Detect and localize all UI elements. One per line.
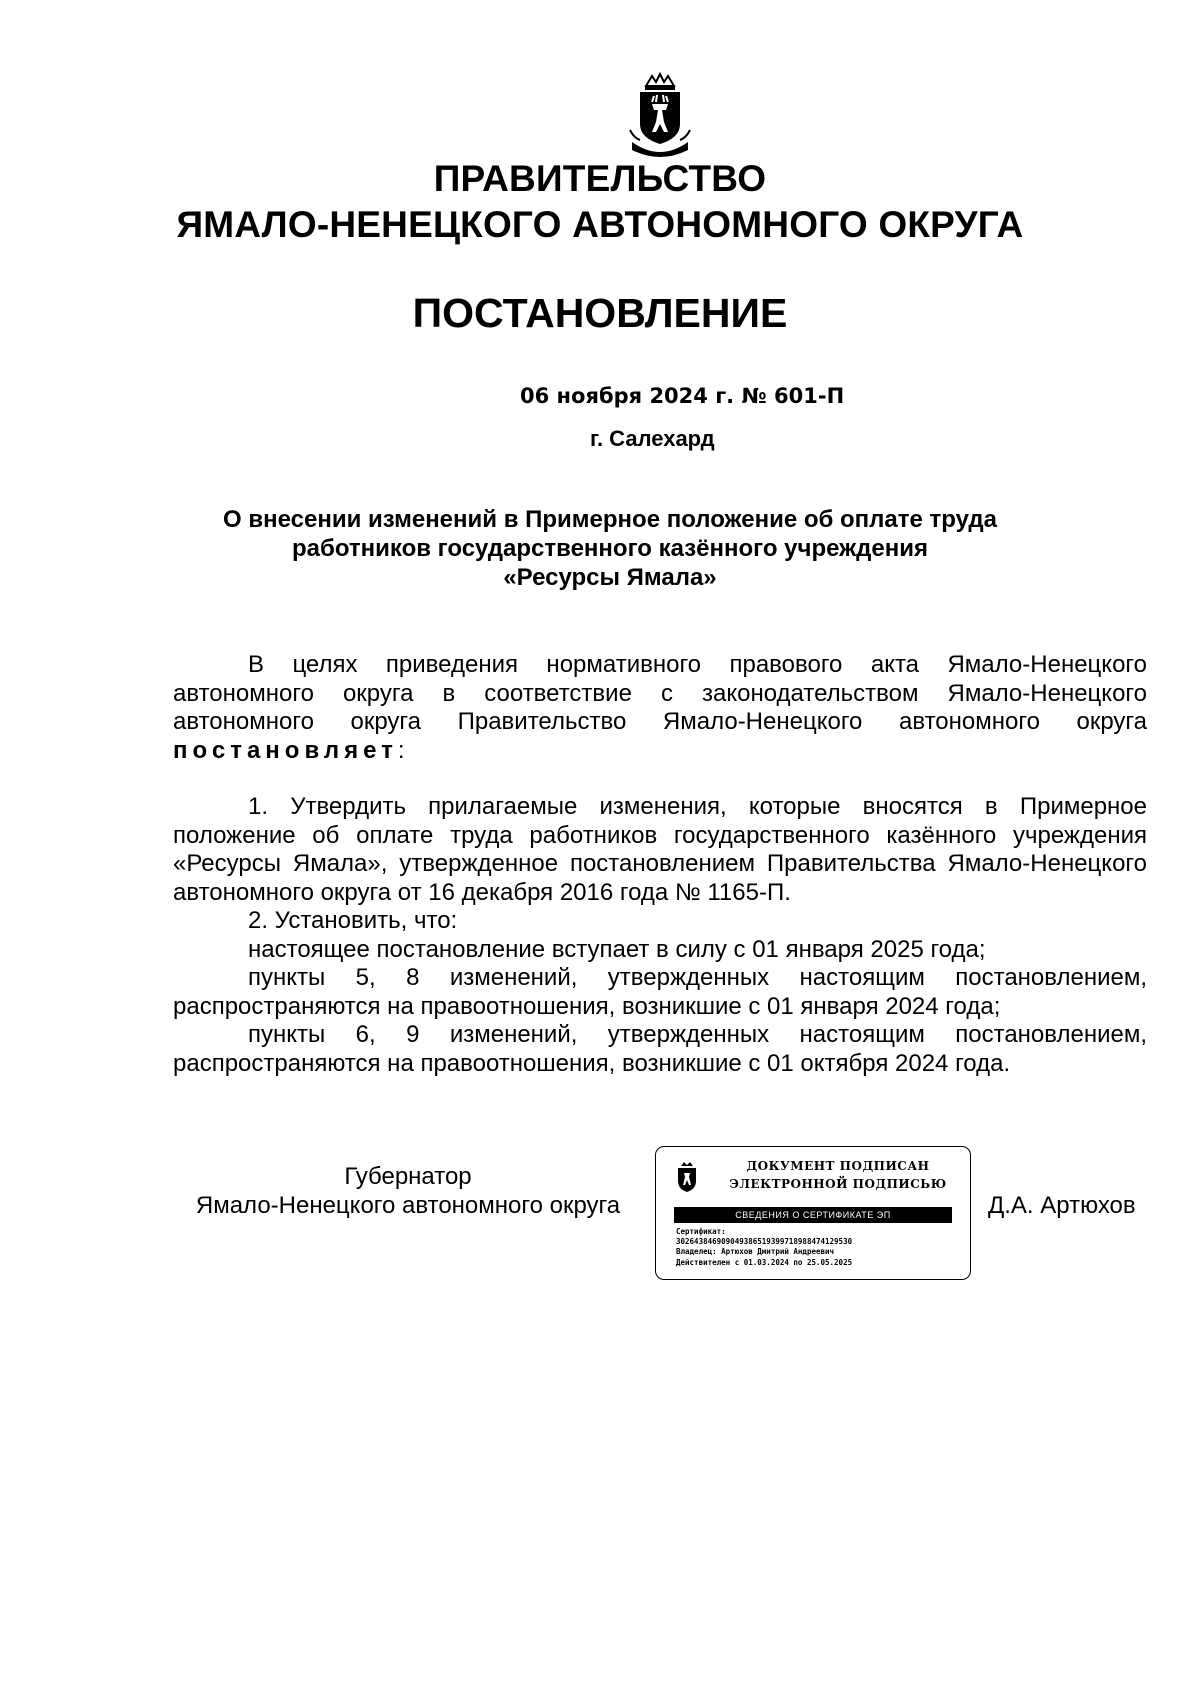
signatory-title-line: Губернатор [344,1163,472,1190]
stamp-emblem-icon [674,1161,700,1195]
signatory-title-line: Ямало-Ненецкого автономного округа [195,1192,621,1219]
document-type: ПОСТАНОВЛЕНИЕ [412,290,788,336]
item-paragraph: 1. Утвердить прилагаемые изменения, которые вносятся в Примерное положение об оплате труда работников государственного казённого учреждения «Ресурсы Ямала», утвержденное постановлением Правительства Ямало-Ненецкого автономного округа от 16 декабря 2016 года № 1165-П. [173,793,1147,906]
stamp-certificate-bar: СВЕДЕНИЯ О СЕРТИФИКАТЕ ЭП [674,1207,952,1223]
stamp-cert-label: Сертификат: [676,1227,726,1236]
stamp-title-line: ЭЛЕКТРОННОЙ ПОДПИСЬЮ [729,1177,947,1191]
item-paragraph: 2. Установить, что: [248,907,458,934]
stamp-validity: Действителен с 01.03.2024 по 25.05.2025 [676,1258,853,1267]
government-title: ПРАВИТЕЛЬСТВО [433,158,767,199]
government-region: ЯМАЛО-НЕНЕЦКОГО АВТОНОМНОГО ОКРУГА [176,204,1024,245]
preamble-text: В целях приведения нормативного правового акта Ямало-Ненецкого автономного округа в соответствие с законодательством Ямало-Ненецкого автономного округа Правительство Ямало-Ненецкого автономного округа [173,651,1147,735]
subject-line: О внесении изменений в Примерное положение об оплате труда [223,506,997,533]
stamp-title-line: ДОКУМЕНТ ПОДПИСАН [746,1159,930,1173]
electronic-signature-stamp [655,1146,971,1280]
document-subject [200,505,1020,592]
item-paragraph: настоящее постановление вступает в силу с 01 января 2025 года; [248,935,986,963]
document-date-number: 06 ноября 2024 г. № 601-П [520,384,845,408]
preamble-keyword: постановляет [173,736,398,764]
resolution-items [173,793,1147,1078]
coat-of-arms-icon [622,72,698,158]
stamp-cert-number: 302643846909049386519399718988474129530 [676,1237,853,1246]
item-paragraph: пункты 6, 9 изменений, утвержденных настоящим постановлением, распространяются на правоотношения, возникшие с 01 октября 2024 года. [173,1021,1147,1077]
signatory-title [173,1162,643,1220]
signatory-name: Д.А. Артюхов [988,1192,1136,1219]
stamp-owner: Владелец: Артюхов Дмитрий Андреевич [676,1247,835,1256]
preamble-paragraph [173,651,1147,765]
subject-line: «Ресурсы Ямала» [503,564,717,591]
preamble-colon: : [397,736,405,764]
document-city: г. Салехард [590,426,715,451]
item-paragraph: пункты 5, 8 изменений, утвержденных настоящим постановлением, распространяются на правоотношения, возникшие с 01 января 2024 года; [173,964,1147,1020]
subject-line: работников государственного казённого учреждения [292,535,928,562]
